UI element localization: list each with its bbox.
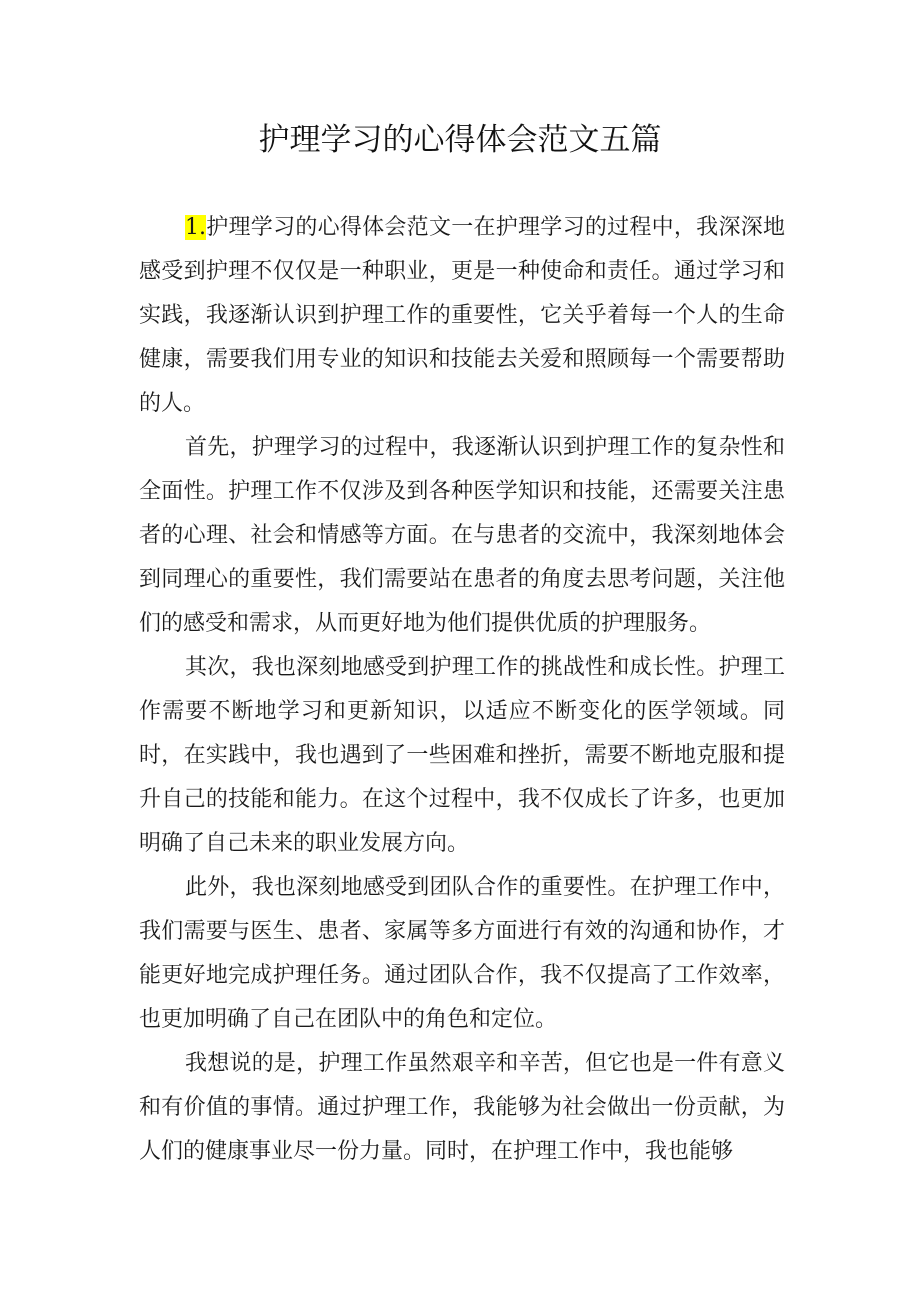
- paragraph-4: 此外，我也深刻地感受到团队合作的重要性。在护理工作中，我们需要与医生、患者、家属等多方面进行有效的沟通和协作，才能更好地完成护理任务。通过团队合作，我不仅提高了工作效率，也更加明确了自己在团队中的角色和定位。: [139, 875, 785, 1032]
- paragraph-3: 其次，我也深刻地感受到护理工作的挑战性和成长性。护理工作需要不断地学习和更新知识，以适应不断变化的医学领域。同时，在实践中，我也遇到了一些困难和挫折，需要不断地克服和提升自己的技能和能力。在这个过程中，我不仅成长了许多，也更加明确了自己未来的职业发展方向。: [139, 655, 785, 856]
- paragraph-1-text: 护理学习的心得体会范文一在护理学习的过程中，我深深地感受到护理不仅仅是一种职业，更是一种使命和责任。通过学习和实践，我逐渐认识到护理工作的重要性，它关乎着每一个人的生命健康，需要我们用专业的知识和技能去关爱和照顾每一个需要帮助的人。: [139, 215, 785, 416]
- document-body: [139, 206, 785, 1174]
- document-title: 护理学习的心得体会范文五篇: [258, 122, 662, 158]
- paragraph-5: 我想说的是，护理工作虽然艰辛和辛苦，但它也是一件有意义和有价值的事情。通过护理工作，我能够为社会做出一份贡献，为人们的健康事业尽一份力量。同时，在护理工作中，我也能够: [139, 1051, 785, 1164]
- highlighted-paragraph-number: 1.: [185, 215, 206, 240]
- paragraph-2: 首先，护理学习的过程中，我逐渐认识到护理工作的复杂性和全面性。护理工作不仅涉及到各种医学知识和技能，还需要关注患者的心理、社会和情感等方面。在与患者的交流中，我深刻地体会到同理心的重要性，我们需要站在患者的角度去思考问题，关注他们的感受和需求，从而更好地为他们提供优质的护理服务。: [139, 435, 785, 636]
- paragraph-1: [139, 206, 785, 426]
